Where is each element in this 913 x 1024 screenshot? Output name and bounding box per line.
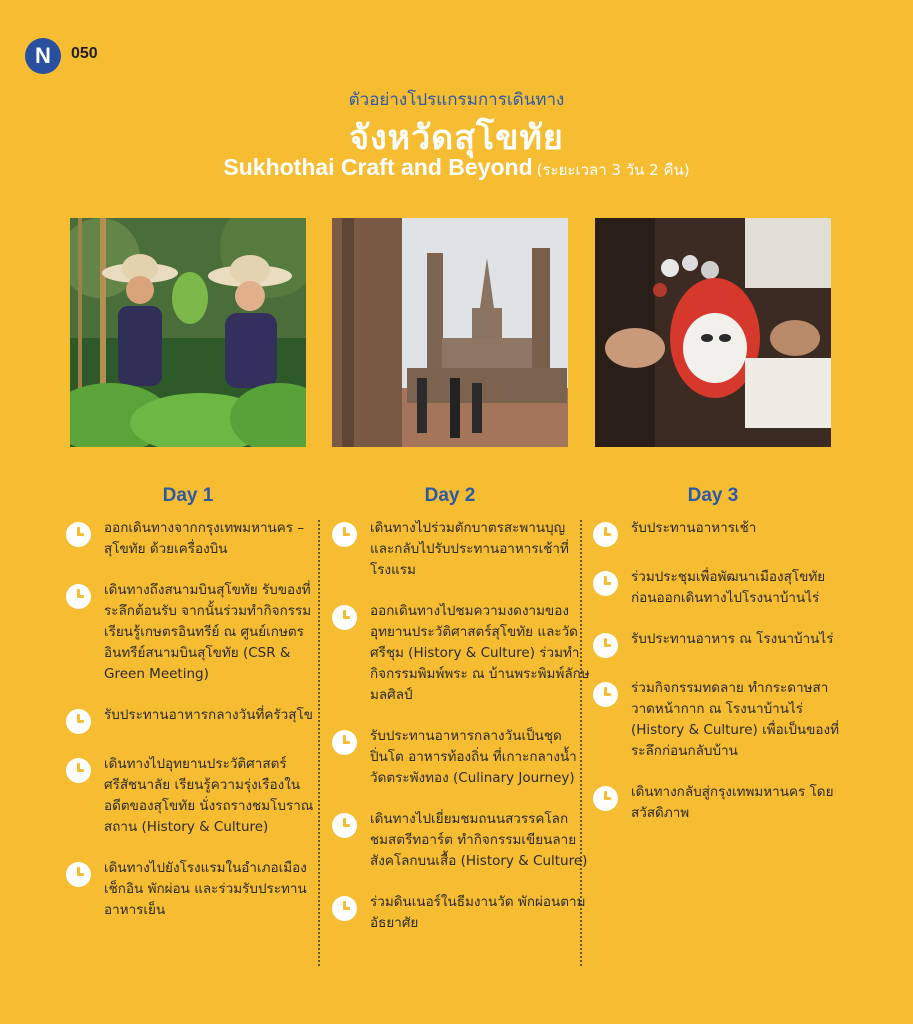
clock-icon bbox=[66, 522, 91, 547]
itinerary-text: ร่วมดินเนอร์ในธีมงานวัด พักผ่อนตามอัธยาศัย bbox=[370, 894, 586, 931]
itinerary-item bbox=[332, 518, 590, 581]
itinerary-item bbox=[66, 858, 324, 921]
itinerary-text: ออกเดินทางจากกรุงเทพมหานคร – สุโขทัย ด้วยเครื่องบิน bbox=[104, 520, 305, 557]
day-3-title: Day 3 bbox=[687, 485, 739, 506]
clock-icon bbox=[66, 862, 91, 887]
itinerary-text: เดินทางไปร่วมตักบาตรสะพานบุญ และกลับไปรับประทานอาหารเช้าที่โรงแรม bbox=[370, 520, 569, 578]
clock-icon bbox=[332, 605, 357, 630]
clock-icon bbox=[593, 682, 618, 707]
clock-icon bbox=[332, 896, 357, 921]
day-2-itinerary bbox=[332, 518, 590, 954]
itinerary-text: เดินทางกลับสู่กรุงเทพมหานคร โดยสวัสดิภาพ bbox=[631, 784, 834, 821]
clock-icon bbox=[593, 786, 618, 811]
day-1-title: Day 1 bbox=[162, 485, 214, 506]
itinerary-item bbox=[593, 567, 851, 609]
itinerary-text: รับประทานอาหารกลางวันเป็นชุดปิ่นโต อาหารท้องถิ่น ที่เกาะกลางน้ำวัดตระพังทอง (Culinary Journey) bbox=[370, 728, 577, 786]
program-heading bbox=[0, 154, 913, 182]
itinerary-item bbox=[593, 518, 851, 547]
program-duration: (ระยะเวลา 3 วัน 2 คืน) bbox=[536, 161, 690, 179]
clock-icon bbox=[66, 709, 91, 734]
clock-icon bbox=[66, 584, 91, 609]
itinerary-item bbox=[332, 892, 590, 934]
day-1-itinerary bbox=[66, 518, 324, 941]
itinerary-text: รับประทานอาหารกลางวันที่ครัวสุโข bbox=[104, 707, 313, 723]
clock-icon bbox=[332, 813, 357, 838]
photo-temple-ruins bbox=[332, 218, 568, 447]
itinerary-text: เดินทางไปเยี่ยมชมถนนสวรรคโลก ชมสตรีทอาร์ต ทำกิจกรรมเขียนลายสังคโลกบนเสื้อ (History & Culture) bbox=[370, 811, 588, 869]
itinerary-item bbox=[332, 601, 590, 706]
itinerary-text: รับประทานอาหารเช้า bbox=[631, 520, 757, 536]
clock-icon bbox=[593, 633, 618, 658]
itinerary-item bbox=[66, 580, 324, 685]
photo-mask-painting bbox=[595, 218, 831, 447]
day-3-itinerary bbox=[593, 518, 851, 844]
itinerary-item bbox=[593, 782, 851, 824]
brand-logo: N bbox=[25, 38, 61, 74]
program-name: Sukhothai Craft and Beyond bbox=[223, 154, 533, 180]
photo-organic-farm bbox=[70, 218, 306, 447]
itinerary-text: รับประทานอาหาร ณ โรงนาบ้านไร่ bbox=[631, 631, 834, 647]
itinerary-text: ออกเดินทางไปชมความงดงามของอุทยานประวัติศาสตร์สุโขทัย และวัดศรีชุม (History & Culture) ร่วมทำกิจกรรมพิมพ์พระ ณ บ้านพระพิมพ์ลักษมลศิลป์ bbox=[370, 603, 590, 703]
itinerary-item bbox=[332, 726, 590, 789]
itinerary-item bbox=[593, 629, 851, 658]
itinerary-text: เดินทางไปอุทยานประวัติศาสตร์ศรีสัชนาลัย เรียนรู้ความรุ่งเรืองในอดีตของสุโขทัย นั่งรถรางชมโบราณสถาน (History & Culture) bbox=[104, 756, 314, 835]
itinerary-text: ร่วมกิจกรรมทดลาย ทำกระดาษสา วาดหน้ากาก ณ โรงนาบ้านไร่ (History & Culture) เพื่อเป็นของที่ระลึกก่อนกลับบ้าน bbox=[631, 680, 839, 759]
day-2-title: Day 2 bbox=[424, 485, 476, 506]
itinerary-text: เดินทางถึงสนามบินสุโขทัย รับของที่ระลึกต้อนรับ จากนั้นร่วมทำกิจกรรมเรียนรู้เกษตรอินทรีย์ ณ ศูนย์เกษตรอินทรีย์สนามบินสุโขทัย (CSR & Green Meeting) bbox=[104, 582, 312, 682]
clock-icon bbox=[332, 730, 357, 755]
itinerary-text: ร่วมประชุมเพื่อพัฒนาเมืองสุโขทัย ก่อนออกเดินทางไปโรงนาบ้านไร่ bbox=[631, 569, 826, 606]
page-number: 050 bbox=[71, 45, 98, 62]
clock-icon bbox=[593, 571, 618, 596]
itinerary-item bbox=[66, 705, 324, 734]
itinerary-item bbox=[66, 518, 324, 560]
clock-icon bbox=[66, 758, 91, 783]
itinerary-item bbox=[332, 809, 590, 872]
itinerary-text: เดินทางไปยังโรงแรมในอำเภอเมือง เช็กอิน พักผ่อน และร่วมรับประทานอาหารเย็น bbox=[104, 860, 307, 918]
itinerary-item bbox=[66, 754, 324, 838]
itinerary-item bbox=[593, 678, 851, 762]
program-subtitle: ตัวอย่างโปรแกรมการเดินทาง bbox=[348, 90, 565, 110]
page-title: จังหวัดสุโขทัย bbox=[349, 118, 564, 158]
clock-icon bbox=[332, 522, 357, 547]
clock-icon bbox=[593, 522, 618, 547]
